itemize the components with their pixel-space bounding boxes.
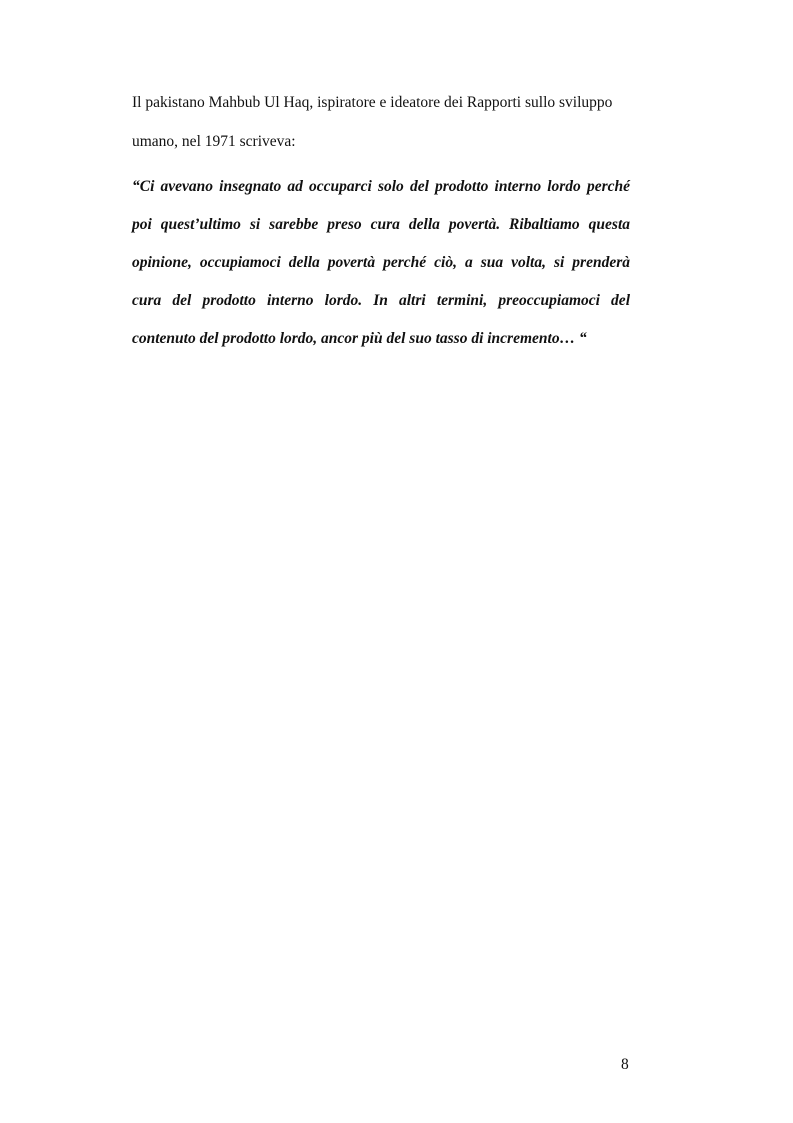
intro-line-1: Il pakistano Mahbub Ul Haq, ispiratore e ideatore dei Rapporti sullo sviluppo xyxy=(132,94,613,111)
quote-line-3: opinione, occupiamoci della povertà perché ciò, a sua volta, si prenderà xyxy=(132,254,630,271)
quotation-block xyxy=(132,174,630,364)
quote-line-5: contenuto del prodotto lordo, ancor più del suo tasso di incremento… “ xyxy=(132,330,587,347)
quote-line-4: cura del prodotto interno lordo. In altri termini, preoccupiamoci del xyxy=(132,292,630,309)
intro-line-2: umano, nel 1971 scriveva: xyxy=(132,133,296,150)
quote-line-2: poi quest’ultimo si sarebbe preso cura della povertà. Ribaltiamo questa xyxy=(132,216,630,233)
page-number: 8 xyxy=(621,1056,629,1073)
quote-line-1: “Ci avevano insegnato ad occuparci solo del prodotto interno lordo perché xyxy=(132,178,630,195)
